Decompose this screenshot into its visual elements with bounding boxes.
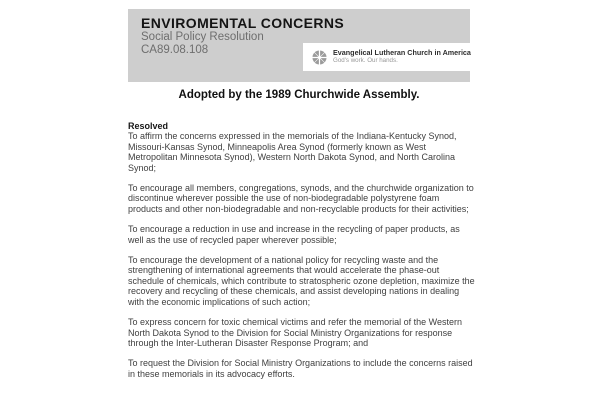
logo-text-block: [333, 49, 471, 66]
logo-organization: Evangelical Lutheran Church in America: [333, 47, 471, 57]
elca-emblem-icon: [312, 50, 327, 65]
resolution-paragraph: To affirm the concerns expressed in the memorials of the Indiana-Kentucky Synod, Missouri-Kansas Synod, Minneapolis Area Synod (formerly known as West Metropolitan Minnesota Synod), Western North Dakota Synod, and North Carolina Synod;: [128, 131, 457, 173]
resolution-paragraph: To request the Division for Social Ministry Organizations to include the concerns raised in these memorials in its advocacy efforts.: [128, 358, 473, 379]
document-number: CA89.08.108: [141, 44, 209, 56]
resolved-heading: Resolved: [128, 121, 169, 131]
header-band: [128, 9, 470, 82]
document-subtitle: Social Policy Resolution: [141, 31, 264, 43]
adoption-line: Adopted by the 1989 Churchwide Assembly.: [178, 89, 420, 101]
logo-tagline: God's work. Our hands.: [333, 57, 398, 65]
elca-logo: [303, 43, 470, 71]
resolution-paragraph: To express concern for toxic chemical victims and refer the memorial of the Western North Dakota Synod to the Division for Social Ministry Organizations for response through the Inter-Lutheran Disaster Response Program; and: [128, 317, 462, 348]
resolution-paragraphs: [128, 131, 475, 379]
resolution-paragraph: To encourage a reduction in use and increase in the recycling of paper products, as well as the use of recycled paper wherever possible;: [128, 224, 460, 245]
resolution-body: [128, 121, 475, 379]
resolution-paragraph: To encourage the development of a national policy for recycling waste and the strengthening of international agreements that would accelerate the phase-out schedule of chemicals, which contribute to stratospheric ozone depletion, maximize the recovery and recycling of these chemicals, and assist developing nations in dealing with the economic implications of such action;: [128, 255, 475, 307]
resolution-paragraph: To encourage all members, congregations, synods, and the churchwide organization to discontinue wherever possible the use of non-biodegradable polystyrene foam products and other non-biodegradable and non-recyclable products for their activities;: [128, 183, 474, 214]
document-title: ENVIROMENTAL CONCERNS: [141, 15, 345, 31]
